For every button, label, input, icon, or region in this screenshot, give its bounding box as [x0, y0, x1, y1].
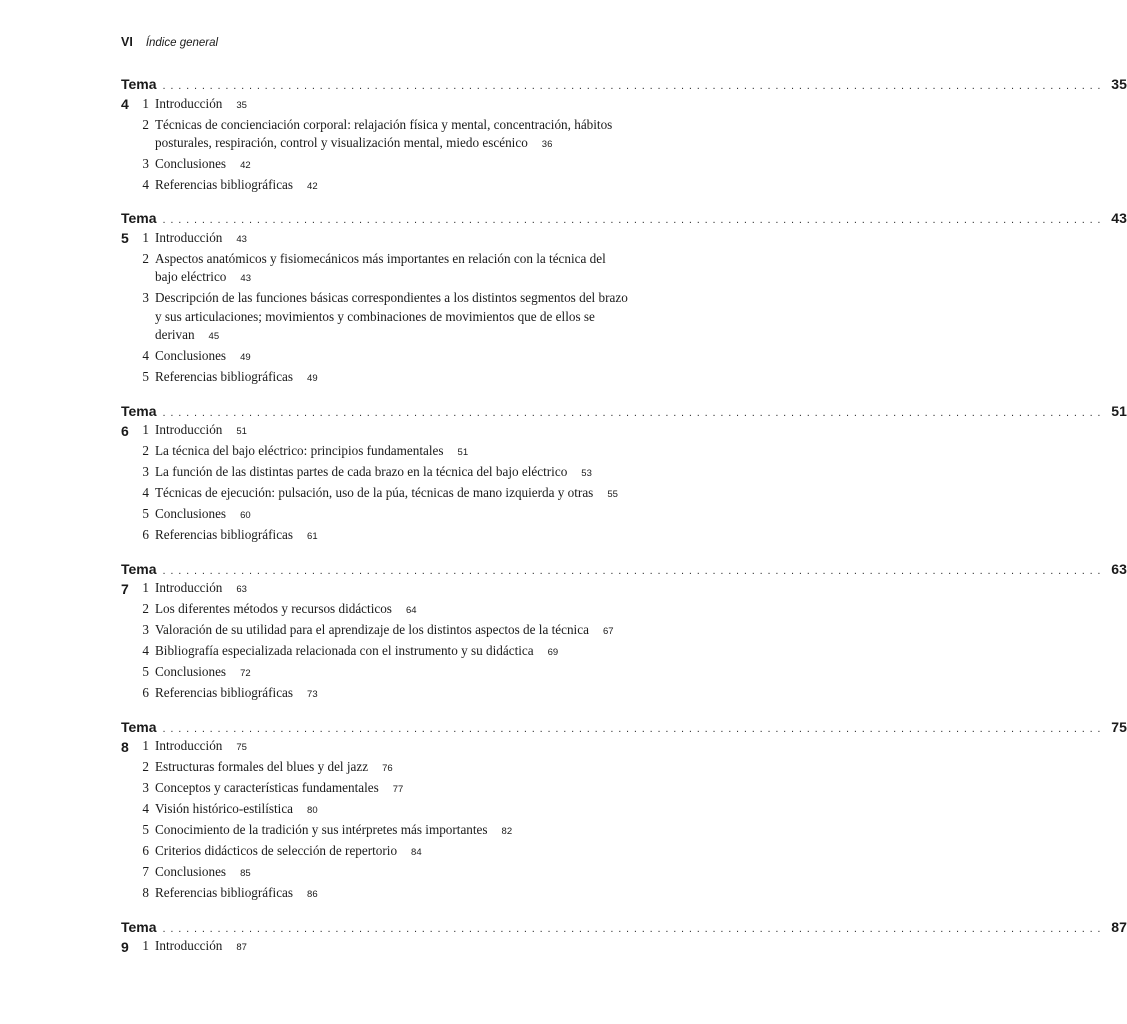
- entry-text-container: [155, 505, 630, 525]
- entry-number: 2: [142, 759, 149, 775]
- entry-text-container: [155, 821, 630, 841]
- entry-number: 1: [142, 580, 149, 596]
- entry-text-container: [155, 155, 630, 175]
- entry-title: Introducción: [155, 938, 223, 954]
- toc-entry[interactable]: [121, 442, 630, 462]
- entry-number: 1: [142, 938, 149, 954]
- entry-page-number: 42: [240, 160, 251, 171]
- entry-page-number: 73: [307, 689, 318, 701]
- dot-leader: ........................................................................................................................: [162, 406, 1106, 419]
- toc-section: [121, 917, 1127, 958]
- entry-page-number: 76: [382, 763, 393, 775]
- entry-number: 1: [142, 422, 149, 438]
- entry-number: 1: [142, 738, 149, 754]
- entry-text-container: [155, 621, 630, 641]
- entry-title: Valoración de su utilidad para el aprendizaje de los distintos aspectos de la técnica: [155, 622, 589, 638]
- entry-number: 3: [142, 156, 149, 171]
- entry-number: 5: [142, 369, 149, 385]
- entry-text-container: [155, 250, 630, 289]
- entry-number: 4: [142, 643, 149, 659]
- entry-title: Conclusiones: [155, 506, 227, 522]
- entry-number: 6: [142, 843, 149, 859]
- entry-page-number: 35: [236, 99, 247, 111]
- entry-title: Bibliografía especializada relacionada con el instrumento y su didáctica: [155, 643, 534, 659]
- section-title: Tema 5: [121, 210, 157, 247]
- toc-section: [121, 208, 1127, 388]
- entry-number: 4: [142, 801, 149, 817]
- entry-page-number: 67: [602, 626, 614, 638]
- entry-text-container: [155, 463, 630, 483]
- entry-title: Introducción: [155, 580, 223, 596]
- entry-title: Aspectos anatómicos y fisiomecánicos más importantes en relación con la técnica del bajo eléctrico: [155, 251, 606, 285]
- entry-title: Referencias bibliográficas: [155, 885, 294, 901]
- toc-section: [121, 74, 1127, 196]
- toc-entry[interactable]: [121, 621, 630, 641]
- entry-number: 5: [142, 664, 149, 680]
- entry-number: 1: [142, 230, 149, 245]
- entry-page-number: 51: [457, 447, 469, 459]
- toc-entry[interactable]: [121, 347, 630, 367]
- toc-entry[interactable]: [121, 863, 630, 883]
- entry-number: 2: [142, 601, 149, 617]
- entry-text-container: [155, 737, 630, 757]
- page-header: [121, 34, 218, 51]
- toc-entry[interactable]: [121, 421, 630, 441]
- entry-page-number: 86: [307, 889, 318, 901]
- entry-number: 4: [142, 485, 149, 501]
- dot-leader: ........................................................................................................................: [162, 80, 1106, 92]
- entry-title: Conocimiento de la tradición y sus intérpretes más importantes: [155, 822, 488, 838]
- toc-entry[interactable]: [121, 842, 630, 862]
- dot-leader: ........................................................................................................................: [162, 214, 1106, 227]
- toc-entry[interactable]: [121, 116, 630, 155]
- toc-entry[interactable]: [121, 821, 630, 841]
- toc-section: [121, 717, 1127, 905]
- entry-title: Referencias bibliográficas: [155, 685, 294, 701]
- entry-page-number: 53: [581, 468, 592, 480]
- toc-entry[interactable]: [121, 526, 630, 546]
- entry-page-number: 43: [240, 273, 251, 285]
- entry-page-number: 51: [236, 426, 247, 438]
- entry-title: Técnicas de concienciación corporal: relajación física y mental, concentración, hábitos posturales, respiración, control y visualización mental, miedo escénico: [155, 116, 613, 150]
- toc-entry[interactable]: [121, 250, 630, 289]
- entry-title: Introducción: [155, 738, 223, 754]
- entry-title: Conclusiones: [155, 864, 227, 880]
- section-title: Tema 6: [121, 402, 157, 439]
- toc-entry[interactable]: [121, 642, 630, 662]
- toc-entry[interactable]: [121, 737, 630, 757]
- toc-entry[interactable]: [121, 463, 630, 483]
- entry-text-container: [155, 347, 630, 367]
- entry-page-number: 61: [307, 531, 318, 543]
- entry-text-container: [155, 779, 630, 799]
- entry-title: Conceptos y características fundamentales: [155, 780, 379, 796]
- entry-number: 5: [142, 506, 149, 522]
- toc-entry[interactable]: [121, 505, 630, 525]
- entry-page-number: 42: [307, 181, 318, 192]
- toc-entry[interactable]: [121, 368, 630, 388]
- entry-title: Los diferentes métodos y recursos didácticos: [155, 601, 392, 617]
- entry-number: 5: [142, 822, 149, 838]
- entry-title: Referencias bibliográficas: [155, 177, 294, 192]
- dot-leader: ........................................................................................................................: [162, 722, 1106, 735]
- entry-number: 3: [142, 464, 149, 480]
- entry-title: Conclusiones: [155, 156, 227, 171]
- entry-page-number: 64: [405, 605, 417, 617]
- entry-number: 1: [142, 95, 149, 111]
- entry-title: Estructuras formales del blues y del jazz: [155, 759, 369, 775]
- section-page-number: 75: [1111, 718, 1127, 735]
- entry-number: 6: [142, 527, 149, 543]
- entry-page-number: 87: [236, 942, 247, 954]
- entry-text-container: [155, 229, 630, 249]
- entry-page-number: 49: [240, 352, 251, 364]
- entry-title: La función de las distintas partes de cada brazo en la técnica del bajo eléctrico: [155, 464, 568, 480]
- entry-number: 6: [142, 685, 149, 701]
- entry-title: Criterios didácticos de selección de repertorio: [155, 843, 398, 859]
- entry-page-number: 82: [501, 826, 513, 838]
- entry-text-container: [155, 758, 630, 778]
- entry-number: 2: [142, 251, 149, 266]
- toc-entry[interactable]: [121, 484, 630, 504]
- entry-text-container: [155, 289, 630, 346]
- section-page-number: 35: [1111, 76, 1127, 92]
- entry-title: Introducción: [155, 230, 223, 245]
- entry-number: 3: [142, 622, 149, 638]
- toc-entry[interactable]: [121, 579, 630, 599]
- entry-title: Referencias bibliográficas: [155, 527, 294, 543]
- toc-entry[interactable]: [121, 600, 630, 620]
- entry-number: 2: [142, 116, 149, 132]
- toc-entry[interactable]: [121, 937, 630, 957]
- toc-entry[interactable]: [121, 684, 630, 704]
- entry-text-container: [155, 95, 630, 115]
- entry-title: Visión histórico-estilística: [155, 801, 294, 817]
- section-page-number: 51: [1111, 402, 1127, 419]
- entry-page-number: 55: [607, 489, 618, 501]
- entry-page-number: 84: [411, 847, 422, 859]
- entry-page-number: 60: [240, 510, 251, 522]
- entry-title: Conclusiones: [155, 664, 227, 680]
- entry-page-number: 49: [307, 373, 318, 385]
- entry-text-container: [155, 176, 630, 196]
- entry-title: Referencias bibliográficas: [155, 369, 294, 385]
- entry-text-container: [155, 442, 630, 462]
- entry-number: 3: [142, 290, 149, 306]
- section-title: Tema 8: [121, 718, 157, 755]
- entry-text-container: [155, 684, 630, 704]
- entry-text-container: [155, 937, 630, 957]
- entry-title: Introducción: [155, 95, 223, 111]
- entry-text-container: [155, 116, 630, 155]
- entry-text-container: [155, 579, 630, 599]
- entry-title: Descripción de las funciones básicas correspondientes a los distintos segmentos del brazo y sus articulaciones; movimientos y combinaciones de movimientos que de ellos se derivan: [155, 290, 628, 343]
- toc-entry[interactable]: [121, 95, 630, 115]
- entry-text-container: [155, 800, 630, 820]
- entry-title: La técnica del bajo eléctrico: principios fundamentales: [155, 443, 444, 459]
- toc-section: [121, 559, 1127, 705]
- entry-title: Introducción: [155, 422, 223, 438]
- section-title: Tema 9: [121, 918, 157, 955]
- section-page-number: 63: [1111, 560, 1127, 577]
- entry-text-container: [155, 526, 630, 546]
- entry-page-number: 77: [392, 784, 404, 796]
- entry-text-container: [155, 863, 630, 883]
- table-of-contents: [121, 74, 1127, 970]
- entry-page-number: 43: [236, 234, 247, 245]
- toc-entry[interactable]: [121, 289, 630, 346]
- section-title: Tema 4: [121, 76, 157, 112]
- toc-section: [121, 401, 1127, 547]
- entry-number: 4: [142, 177, 149, 192]
- toc-entry[interactable]: [121, 800, 630, 820]
- toc-entry[interactable]: [121, 758, 630, 778]
- entry-page-number: 63: [236, 584, 247, 596]
- toc-entry[interactable]: [121, 176, 630, 196]
- toc-entry[interactable]: [121, 663, 630, 683]
- entry-number: 3: [142, 780, 149, 796]
- entry-page-number: 75: [236, 742, 247, 754]
- page-number: VI: [121, 35, 133, 49]
- section-title: Tema 7: [121, 560, 157, 597]
- running-header-title: Índice general: [145, 37, 219, 49]
- section-page-number: 87: [1111, 918, 1127, 935]
- toc-entry[interactable]: [121, 155, 630, 175]
- entry-page-number: 85: [240, 868, 251, 880]
- entry-text-container: [155, 600, 630, 620]
- toc-entry[interactable]: [121, 884, 630, 904]
- entry-page-number: 80: [307, 805, 318, 817]
- entry-text-container: [155, 663, 630, 683]
- toc-entry[interactable]: [121, 229, 630, 249]
- entry-text-container: [155, 368, 630, 388]
- entry-page-number: 36: [541, 139, 553, 150]
- entry-page-number: 72: [240, 668, 251, 680]
- entry-number: 2: [142, 443, 149, 459]
- entry-text-container: [155, 642, 630, 662]
- dot-leader: ........................................................................................................................: [162, 922, 1106, 935]
- section-page-number: 43: [1111, 210, 1127, 227]
- entry-page-number: 45: [208, 331, 220, 343]
- entry-text-container: [155, 421, 630, 441]
- entry-title: Técnicas de ejecución: pulsación, uso de la púa, técnicas de mano izquierda y otras: [155, 485, 594, 501]
- entry-page-number: 69: [547, 647, 559, 659]
- entry-text-container: [155, 884, 630, 904]
- entry-text-container: [155, 484, 630, 504]
- entry-text-container: [155, 842, 630, 862]
- dot-leader: ........................................................................................................................: [162, 564, 1106, 577]
- toc-entry[interactable]: [121, 779, 630, 799]
- entry-number: 4: [142, 348, 149, 364]
- entry-title: Conclusiones: [155, 348, 227, 364]
- entry-number: 8: [142, 885, 149, 901]
- entry-number: 7: [142, 864, 149, 880]
